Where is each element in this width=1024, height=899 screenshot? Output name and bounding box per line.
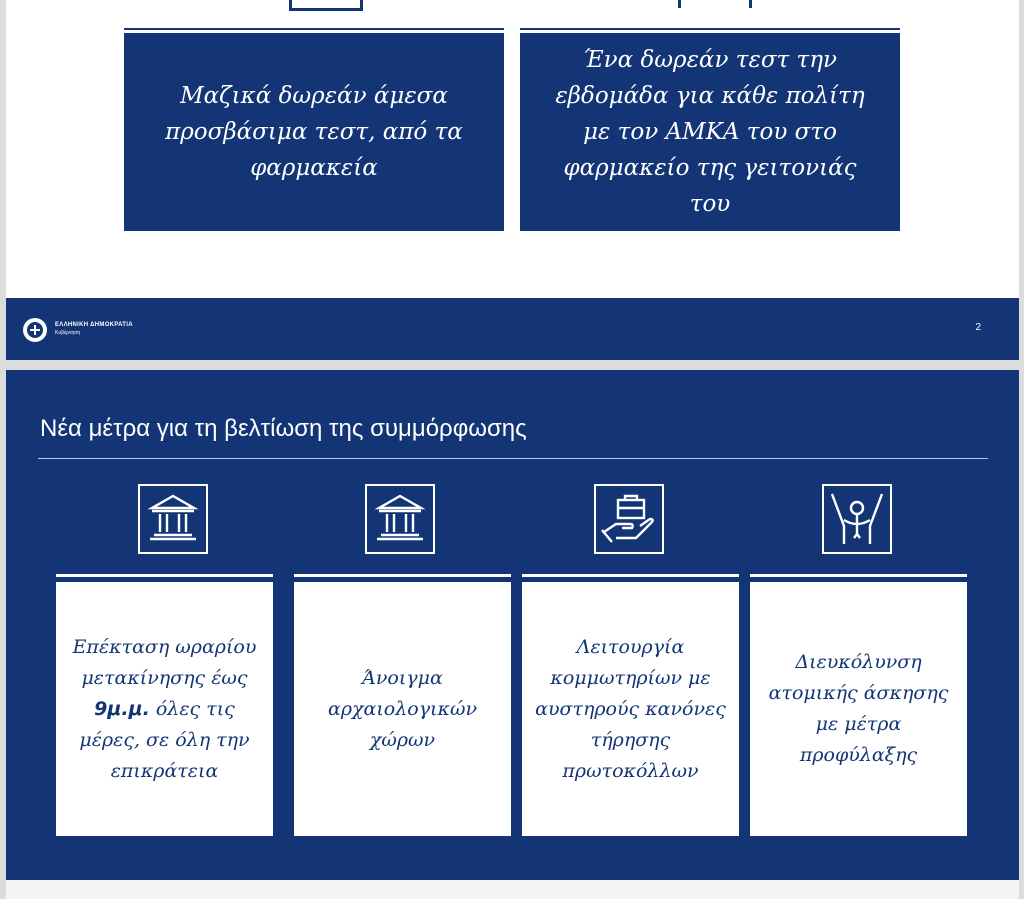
measure-card: [522, 582, 739, 836]
measure-card-text: Μαζικά δωρεάν άμεσα προσβάσιμα τεστ, από τα φαρμακεία: [165, 83, 463, 181]
exercise-icon: [822, 484, 892, 554]
measure-card: [294, 582, 511, 836]
measure-card-text: Ένα δωρεάν τεστ την εβδομάδα για κάθε πολίτη με τον ΑΜΚΑ του στο φαρμακείο της γειτονιάς του: [555, 47, 865, 217]
measure-card-text: [56, 632, 273, 787]
slide-icon-stub: [289, 0, 363, 11]
card-top-rule: [124, 28, 504, 30]
measure-card-text: Διευκόλυνση ατομικής άσκησης με μέτρα προφύλαξης: [768, 651, 949, 766]
slide-bottom: [6, 370, 1019, 880]
museum-icon: [365, 484, 435, 554]
measure-card-text: Άνοιγμα αρχαιολογικών χώρων: [327, 666, 478, 751]
card-top-rule: [522, 574, 739, 577]
slide-footer: [6, 298, 1019, 360]
brand-line1: ΕΛΛΗΝΙΚΗ ΔΗΜΟΚΡΑΤΙΑ: [55, 322, 133, 328]
slide-top: [6, 0, 1019, 360]
next-slide-edge: [6, 880, 1019, 899]
museum-icon: [138, 484, 208, 554]
brand-line2: Κυβέρνηση: [55, 330, 81, 336]
measure-card: [750, 582, 967, 836]
card-top-rule: [520, 28, 900, 30]
card-top-rule: [56, 574, 273, 577]
card-top-rule: [750, 574, 967, 577]
title-divider: [38, 458, 988, 459]
slide-icon-stub: [678, 0, 752, 8]
measure-card: [56, 582, 273, 836]
card-text-bold: 9μ.μ.: [94, 697, 150, 720]
page-number: 2: [975, 322, 981, 333]
measure-card: [124, 33, 504, 231]
briefcase-hand-icon: [594, 484, 664, 554]
card-text-part: Επέκταση ωραρίου μετακίνησης έως: [72, 635, 257, 689]
brand-label: [55, 322, 133, 336]
measure-card-text: Λειτουργία κομμωτηρίων με αυστηρούς κανόνες τήρησης πρωτοκόλλων: [535, 635, 726, 782]
card-text-part: όλες τις μέρες, σε όλη την επικράτεια: [79, 697, 250, 782]
measure-card: [520, 33, 900, 231]
card-top-rule: [294, 574, 511, 577]
coat-of-arms-icon: [23, 318, 47, 342]
slide-title: Νέα μέτρα για τη βελτίωση της συμμόρφωσης: [40, 415, 527, 442]
